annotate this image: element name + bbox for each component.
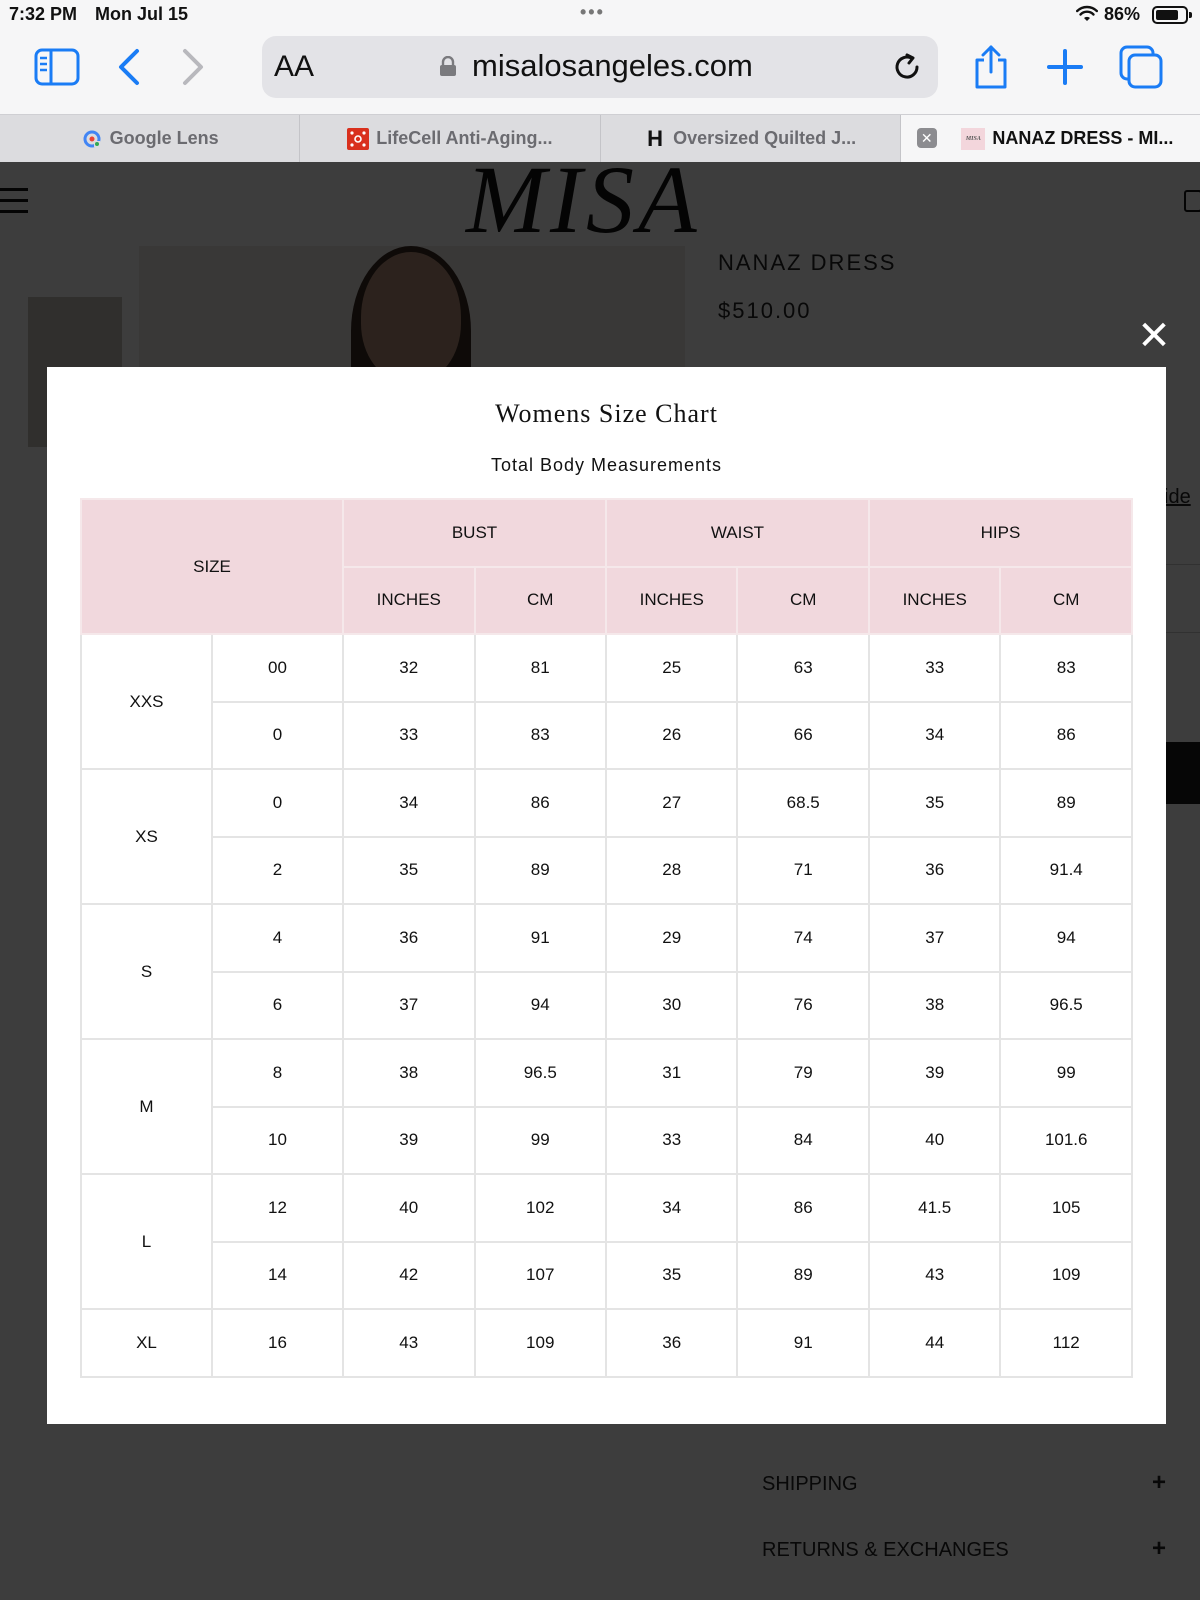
measurement-cell: 42 [343, 1242, 474, 1310]
header-unit: CM [737, 567, 868, 635]
forward-icon[interactable] [170, 44, 216, 90]
size-number-cell: 6 [212, 972, 343, 1040]
measurement-cell: 36 [343, 904, 474, 972]
tab-title: Oversized Quilted J... [673, 128, 857, 148]
measurement-cell: 102 [475, 1174, 606, 1242]
tab-title: LifeCell Anti-Aging... [376, 128, 553, 148]
size-number-cell: 0 [212, 702, 343, 770]
google-lens-icon [81, 128, 103, 150]
measurement-cell: 84 [737, 1107, 868, 1175]
measurement-cell: 34 [606, 1174, 737, 1242]
table-row [81, 904, 1132, 972]
size-label-cell: S [81, 904, 212, 1039]
measurement-cell: 33 [343, 702, 474, 770]
size-number-cell: 8 [212, 1039, 343, 1107]
header-hips: HIPS [869, 499, 1132, 567]
table-row [81, 1039, 1132, 1107]
share-icon[interactable] [968, 44, 1014, 90]
measurement-cell: 76 [737, 972, 868, 1040]
measurement-cell: 30 [606, 972, 737, 1040]
table-row [81, 702, 1132, 770]
measurement-cell: 37 [869, 904, 1000, 972]
header-unit: INCHES [343, 567, 474, 635]
measurement-cell: 34 [343, 769, 474, 837]
size-chart-table [80, 498, 1133, 1378]
measurement-cell: 89 [1000, 769, 1132, 837]
measurement-cell: 39 [869, 1039, 1000, 1107]
size-label-cell: XL [81, 1309, 212, 1377]
size-number-cell: 00 [212, 634, 343, 702]
size-number-cell: 10 [212, 1107, 343, 1175]
table-row [81, 837, 1132, 905]
size-number-cell: 0 [212, 769, 343, 837]
size-label-cell: L [81, 1174, 212, 1309]
url-text: misalosangeles.com [472, 48, 753, 83]
measurement-cell: 86 [475, 769, 606, 837]
table-row [81, 1309, 1132, 1377]
tab-title: Google Lens [109, 128, 219, 148]
measurement-cell: 91 [737, 1309, 868, 1377]
measurement-cell: 34 [869, 702, 1000, 770]
measurement-cell: 66 [737, 702, 868, 770]
measurement-cell: 74 [737, 904, 868, 972]
measurement-cell: 86 [737, 1174, 868, 1242]
header-unit: INCHES [606, 567, 737, 635]
table-row [81, 634, 1132, 702]
measurement-cell: 32 [343, 634, 474, 702]
measurement-cell: 26 [606, 702, 737, 770]
measurement-cell: 44 [869, 1309, 1000, 1377]
measurement-cell: 109 [475, 1309, 606, 1377]
measurement-cell: 105 [1000, 1174, 1132, 1242]
measurement-cell: 101.6 [1000, 1107, 1132, 1175]
measurement-cell: 33 [606, 1107, 737, 1175]
measurement-cell: 27 [606, 769, 737, 837]
measurement-cell: 25 [606, 634, 737, 702]
tab-lifecell[interactable] [300, 115, 600, 162]
measurement-cell: 28 [606, 837, 737, 905]
size-label-cell: XXS [81, 634, 212, 769]
status-time: 7:32 PM [9, 4, 78, 24]
measurement-cell: 63 [737, 634, 868, 702]
measurement-cell: 94 [475, 972, 606, 1040]
address-bar[interactable] [262, 36, 938, 98]
table-row [81, 769, 1132, 837]
multitasking-dots-icon[interactable]: ••• [580, 2, 605, 22]
battery-percent: 86% [1104, 4, 1141, 24]
tab-overview-icon[interactable] [1118, 44, 1164, 90]
measurement-cell: 91.4 [1000, 837, 1132, 905]
measurement-cell: 38 [869, 972, 1000, 1040]
tab-google-lens[interactable] [0, 115, 300, 162]
measurement-cell: 36 [606, 1309, 737, 1377]
measurement-cell: 40 [343, 1174, 474, 1242]
measurement-cell: 79 [737, 1039, 868, 1107]
header-waist: WAIST [606, 499, 869, 567]
measurement-cell: 29 [606, 904, 737, 972]
size-number-cell: 4 [212, 904, 343, 972]
header-bust: BUST [343, 499, 606, 567]
measurement-cell: 99 [475, 1107, 606, 1175]
table-row [81, 972, 1132, 1040]
reload-icon[interactable] [890, 50, 924, 84]
measurement-cell: 33 [869, 634, 1000, 702]
measurement-cell: 83 [1000, 634, 1132, 702]
lifecell-icon [347, 128, 369, 150]
measurement-cell: 99 [1000, 1039, 1132, 1107]
status-date: Mon Jul 15 [95, 4, 189, 24]
size-number-cell: 16 [212, 1309, 343, 1377]
tab-oversized-quilted[interactable] [601, 115, 901, 162]
measurement-cell: 91 [475, 904, 606, 972]
size-label-cell: XS [81, 769, 212, 904]
measurement-cell: 83 [475, 702, 606, 770]
measurement-cell: 68.5 [737, 769, 868, 837]
measurement-cell: 109 [1000, 1242, 1132, 1310]
tab-nanaz-dress[interactable] [901, 115, 1200, 162]
h-icon: H [647, 125, 664, 151]
measurement-cell: 35 [343, 837, 474, 905]
new-tab-icon[interactable] [1042, 44, 1088, 90]
wifi-icon [1076, 5, 1098, 23]
header-unit: CM [475, 567, 606, 635]
lock-icon [440, 56, 456, 76]
text-size-button[interactable]: AA [274, 50, 315, 83]
browser-toolbar [0, 30, 1200, 114]
measurement-cell: 89 [737, 1242, 868, 1310]
table-row [81, 1107, 1132, 1175]
measurement-cell: 36 [869, 837, 1000, 905]
header-size: SIZE [81, 499, 343, 634]
size-label-cell: M [81, 1039, 212, 1174]
close-modal-icon[interactable]: ✕ [1137, 314, 1171, 358]
measurement-cell: 43 [343, 1309, 474, 1377]
measurement-cell: 40 [869, 1107, 1000, 1175]
size-chart-modal [47, 367, 1166, 1424]
size-chart-subtitle: Total Body Measurements [490, 455, 723, 475]
measurement-cell: 107 [475, 1242, 606, 1310]
measurement-cell: 89 [475, 837, 606, 905]
measurement-cell: 35 [869, 769, 1000, 837]
measurement-cell: 41.5 [869, 1174, 1000, 1242]
close-tab-icon[interactable]: ✕ [917, 128, 937, 148]
header-unit: CM [1000, 567, 1132, 635]
size-chart-body [81, 634, 1132, 1377]
measurement-cell: 71 [737, 837, 868, 905]
size-number-cell: 12 [212, 1174, 343, 1242]
battery-icon [1152, 6, 1188, 24]
measurement-cell: 96.5 [1000, 972, 1132, 1040]
table-row [81, 1174, 1132, 1242]
misa-icon: MISA [961, 128, 985, 150]
measurement-cell: 39 [343, 1107, 474, 1175]
measurement-cell: 43 [869, 1242, 1000, 1310]
table-row [81, 1242, 1132, 1310]
measurement-cell: 38 [343, 1039, 474, 1107]
size-number-cell: 14 [212, 1242, 343, 1310]
measurement-cell: 96.5 [475, 1039, 606, 1107]
status-bar [0, 0, 1200, 30]
sidebar-toggle-icon[interactable] [34, 44, 80, 90]
measurement-cell: 37 [343, 972, 474, 1040]
tab-title: NANAZ DRESS - MI... [992, 128, 1174, 148]
measurement-cell: 86 [1000, 702, 1132, 770]
measurement-cell: 112 [1000, 1309, 1132, 1377]
measurement-cell: 81 [475, 634, 606, 702]
tab-bar [0, 114, 1200, 162]
back-icon[interactable] [106, 44, 152, 90]
measurement-cell: 94 [1000, 904, 1132, 972]
size-number-cell: 2 [212, 837, 343, 905]
size-chart-title: Womens Size Chart [495, 399, 718, 428]
measurement-cell: 35 [606, 1242, 737, 1310]
measurement-cell: 31 [606, 1039, 737, 1107]
header-unit: INCHES [869, 567, 1000, 635]
